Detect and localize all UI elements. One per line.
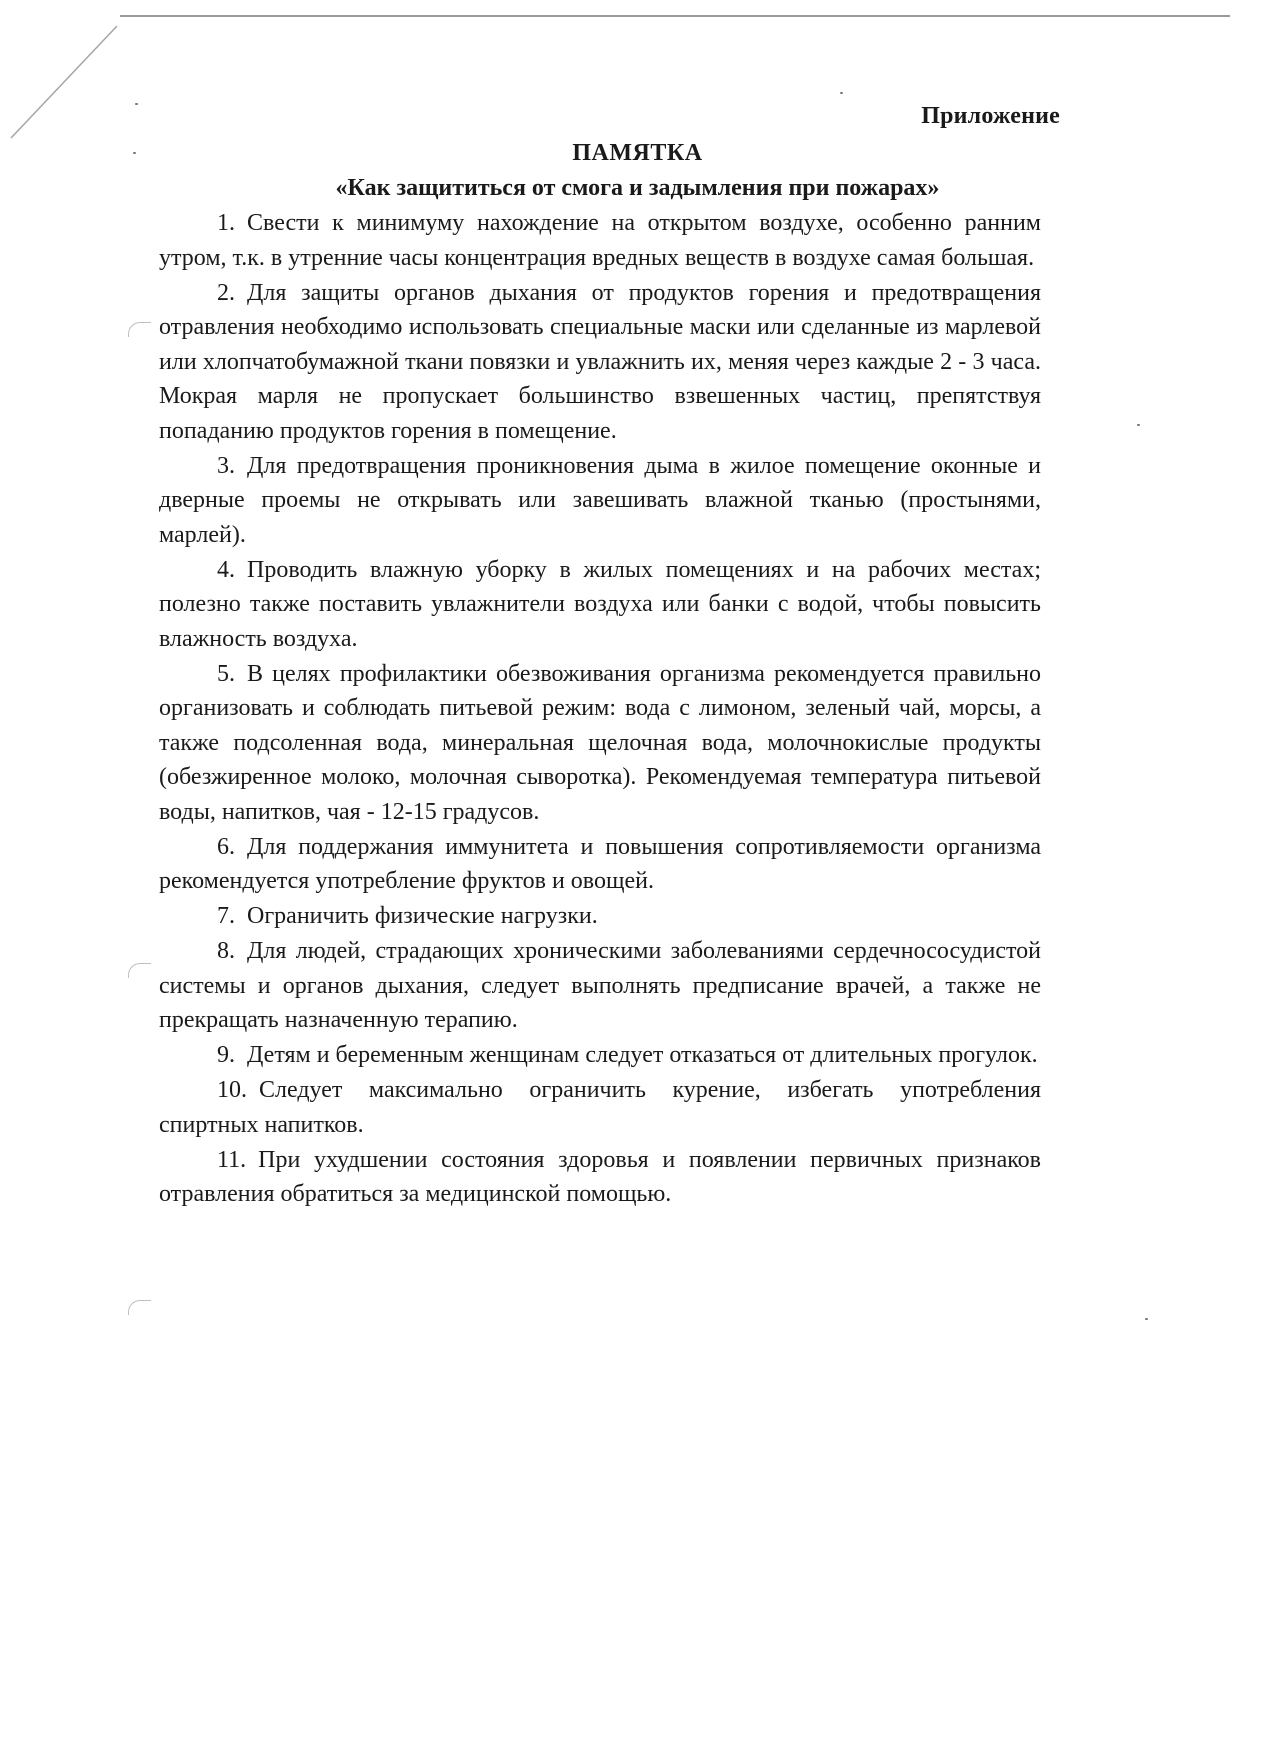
appendix-label: Приложение [921,103,1060,129]
item-number: 11. [217,1146,247,1173]
item-number: 2. [217,279,235,306]
memo-item [159,899,1041,934]
item-number: 1. [217,210,235,236]
punch-hole-mark [128,1300,151,1315]
memo-item [159,206,1041,275]
item-text: Ограничить физические нагрузки. [247,903,598,929]
item-text: Следует максимально ограничить курение, избегать употребления спиртных напитков. [159,1077,1041,1138]
memo-item [159,1038,1041,1073]
item-text: Для людей, страдающих хроническими заболеваниями сердечнососудистой системы и органов дыхания, следует выполнять предписание врачей, а также не прекращать назначенную терапию. [159,938,1041,1033]
memo-item [159,449,1041,553]
memo-item [159,657,1041,830]
scan-speck [135,103,138,105]
item-number: 8. [217,938,235,964]
memo-item [159,1143,1041,1212]
item-text: Проводить влажную уборку в жилых помещениях и на рабочих местах; полезно также поставить увлажнители воздуха или банки с водой, чтобы повысить влажность воздуха. [159,556,1041,652]
item-number: 5. [217,660,235,687]
item-number: 3. [217,452,235,479]
item-text: Свести к минимуму нахождение на открытом воздухе, особенно ранним утром, т.к. в утренние часы концентрация вредных веществ в воздухе самая большая. [159,210,1041,271]
memo-item [159,1073,1041,1142]
item-number: 6. [217,833,235,860]
item-text: В целях профилактики обезвоживания организма рекомендуется правильно организовать и соблюдать питьевой режим: вода с лимоном, зеленый чай, морсы, а также подсоленная вода, минеральная щелочная вода, молочнокислые продукты (обезжиренное молоко, молочная сыворотка). Рекомендуемая температура питьевой воды, напитков, чая - 12-15 градусов. [159,660,1041,825]
document-subtitle: «Как защититься от смога и задымления при пожарах» [335,175,940,201]
item-text: Детям и беременным женщинам следует отказаться от длительных прогулок. [247,1042,1038,1068]
scan-speck [1145,1318,1148,1320]
item-number: 7. [217,903,235,929]
memo-item [159,830,1041,899]
scan-edge-diagonal [5,20,155,150]
item-text: Для поддержания иммунитета и повышения сопротивляемости организма рекомендуется употребление фруктов и овощей. [159,833,1041,894]
item-text: При ухудшении состояния здоровья и появлении первичных признаков отравления обратиться за медицинской помощью. [159,1146,1041,1207]
item-text: Для защиты органов дыхания от продуктов горения и предотвращения отравления необходимо использовать специальные маски или сделанные из марлевой или хлопчатобумажной ткани повязки и увлажнить их, меняя через каждые 2 - 3 часа. Мокрая марля не пропускает большинство взвешенных частиц, препятствуя попаданию продуктов горения в помещение. [159,279,1041,444]
scan-speck [1137,424,1140,426]
memo-item [159,276,1041,449]
memo-list [159,206,1041,1212]
item-text: Для предотвращения проникновения дыма в жилое помещение оконные и дверные проемы не открывать или завешивать влажной тканью (простынями, марлей). [159,452,1041,548]
punch-hole-mark [128,963,151,978]
scan-speck [840,92,843,94]
punch-hole-mark [128,322,151,337]
scan-edge-top [120,15,1230,17]
item-number: 10. [217,1077,247,1103]
item-number: 9. [217,1042,235,1068]
document-title: ПАМЯТКА [572,140,703,166]
memo-item [159,934,1041,1038]
memo-item [159,553,1041,657]
item-number: 4. [217,556,235,583]
